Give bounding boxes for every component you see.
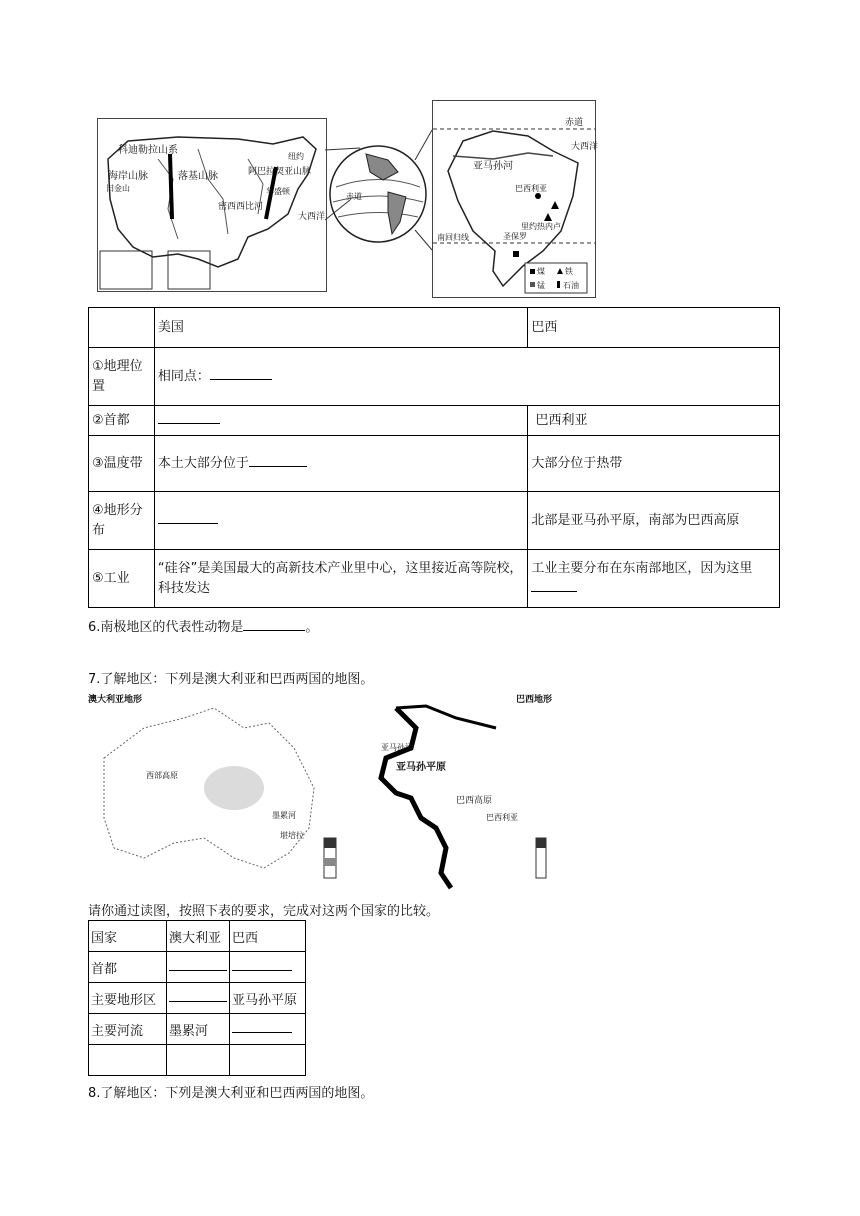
table-cell: 大部分位于热带 — [528, 436, 780, 492]
question-6-end: 。 — [305, 620, 319, 635]
table-header-cell: 巴西 — [528, 308, 780, 348]
answer-blank[interactable] — [169, 970, 227, 971]
map1-usa-label: 落基山脉 — [178, 171, 218, 182]
row-label: ①地理位置 — [89, 348, 155, 406]
table-row — [89, 308, 780, 348]
map2-brazil-label: 亚马孙平原 — [396, 762, 446, 773]
table-cell: 亚马孙平原 — [230, 983, 306, 1014]
map1-brazil-label: 赤道 — [565, 118, 584, 128]
table-cell — [167, 952, 230, 983]
row-label: ⑤工业 — [89, 550, 155, 608]
row-label: 首都 — [89, 952, 167, 983]
map1-usa-label: 科迪勒拉山系 — [118, 145, 178, 156]
map1-usa-label: 海岸山脉 — [108, 171, 148, 182]
table-cell — [167, 1045, 230, 1076]
map1-brazil-label: 大西洋 — [571, 142, 599, 152]
legend-manganese: 锰 — [537, 281, 545, 290]
map1-usa-label: 旧金山 — [106, 184, 130, 193]
map1-usa-label: 纽约 — [288, 152, 304, 161]
table-cell — [230, 1045, 306, 1076]
question-8-title: 8.了解地区：下列是澳大利亚和巴西两国的地图。 — [88, 1086, 374, 1101]
map1-usa-label: 大西洋 — [298, 212, 326, 222]
table-header-cell: 澳大利亚 — [167, 921, 230, 952]
row-label: 主要河流 — [89, 1014, 167, 1045]
legend-iron: 铁 — [565, 267, 573, 276]
table-row — [89, 1014, 306, 1045]
table-row — [89, 436, 780, 492]
map1-brazil-label: 亚马孙河 — [473, 161, 513, 172]
table-row — [89, 1045, 306, 1076]
map2-brazil-label: 巴西高原 — [456, 796, 493, 806]
table-cell — [230, 952, 306, 983]
table-cell — [528, 550, 780, 608]
row-label: 主要地形区 — [89, 983, 167, 1014]
table-row — [89, 952, 306, 983]
comparison-table-usa-brazil — [88, 307, 780, 608]
table-row — [89, 550, 780, 608]
table-cell — [167, 983, 230, 1014]
answer-blank[interactable] — [210, 379, 272, 380]
map2-brazil-label: 亚马孙河 — [381, 743, 413, 752]
table-cell: 北部是亚马孙平原，南部为巴西高原 — [528, 492, 780, 550]
table-cell — [230, 1014, 306, 1045]
map1-brazil-label: 巴西利亚 — [515, 184, 547, 193]
map1-usa-label: 华盛顿 — [266, 187, 290, 196]
cell-text: 相同点： — [157, 368, 210, 384]
row-label — [89, 1045, 167, 1076]
map1-brazil-label: 里约热内卢 — [521, 222, 561, 231]
table-row — [89, 492, 780, 550]
brazil-terrain-map-title: 巴西地形 — [516, 695, 553, 705]
answer-blank[interactable] — [158, 523, 218, 524]
usa-map — [97, 118, 327, 292]
row-label: ③温度带 — [89, 436, 155, 492]
table-cell — [154, 436, 527, 492]
table-row — [89, 983, 306, 1014]
map1-usa-label: 阿巴拉契亚山脉 — [248, 167, 312, 177]
australia-map — [84, 688, 350, 892]
globe-equator-label: 赤道 — [346, 192, 362, 201]
map2-australia-label: 西部高原 — [146, 771, 178, 780]
cell-text: 巴西利亚 — [535, 412, 588, 428]
question-7-instruction: 请你通过读图，按照下表的要求，完成对这两个国家的比较。 — [88, 904, 440, 919]
answer-blank[interactable] — [531, 591, 577, 592]
table-header-cell: 巴西 — [230, 921, 306, 952]
brazil-terrain-map — [356, 688, 564, 892]
map2-australia-label: 墨累河 — [272, 811, 296, 820]
answer-blank[interactable] — [232, 1032, 292, 1033]
table-cell — [528, 406, 780, 436]
answer-blank[interactable] — [158, 423, 220, 424]
legend-coal: 煤 — [537, 267, 545, 276]
table-cell — [154, 492, 527, 550]
answer-blank[interactable] — [169, 1001, 227, 1002]
table-cell: “硅谷”是美国最大的高新技术产业里中心，这里接近高等院校，科技发达 — [154, 550, 527, 608]
legend-oil: 石油 — [563, 281, 579, 290]
table-cell — [154, 348, 779, 406]
answer-blank[interactable] — [232, 970, 292, 971]
row-label: ②首都 — [89, 406, 155, 436]
map2-australia-label: 堪培拉 — [280, 831, 304, 840]
australia-map-title: 澳大利亚地形 — [88, 695, 143, 705]
answer-blank[interactable] — [243, 630, 305, 631]
cell-text: 工业主要分布在东南部地区，因为这里 — [531, 560, 753, 576]
brazil-map — [432, 100, 599, 298]
table-row — [89, 348, 780, 406]
map1-brazil-label: 圣保罗 — [503, 232, 527, 241]
cell-text: 本土大部分位于 — [157, 455, 249, 471]
table-row — [89, 921, 306, 952]
answer-blank[interactable] — [249, 466, 307, 467]
table-cell: 墨累河 — [167, 1014, 230, 1045]
table-cell — [154, 406, 527, 436]
comparison-table-australia-brazil — [88, 920, 306, 1076]
table-header-cell — [89, 308, 155, 348]
question-7-title: 7.了解地区：下列是澳大利亚和巴西两国的地图。 — [88, 672, 374, 687]
map2-brazil-label: 巴西利亚 — [486, 813, 518, 822]
question-6 — [88, 616, 318, 635]
question-6-text: 6.南极地区的代表性动物是 — [88, 620, 244, 635]
table-header-cell: 国家 — [89, 921, 167, 952]
map-connector-lines — [320, 120, 440, 260]
map1-brazil-label: 南回归线 — [437, 233, 469, 242]
table-header-cell: 美国 — [154, 308, 527, 348]
map1-usa-label: 密西西比河 — [218, 202, 264, 212]
row-label: ④地形分布 — [89, 492, 155, 550]
table-row — [89, 406, 780, 436]
